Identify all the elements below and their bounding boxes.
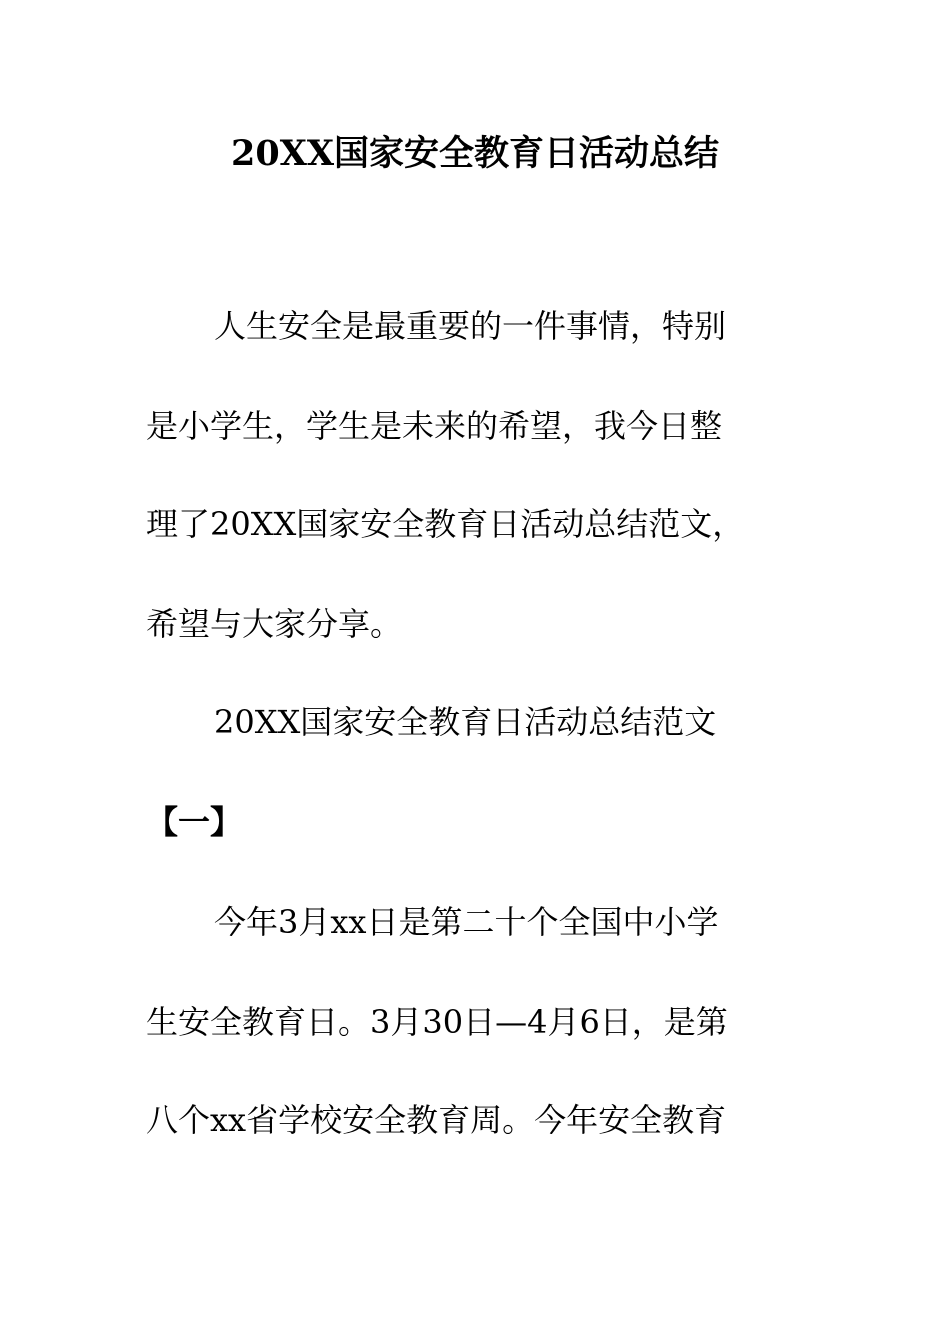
paragraph-line-6: 生安全教育日。3月30日—4月6日，是第 xyxy=(146,1003,728,1041)
paragraph-line-7: 八个xx省学校安全教育周。今年安全教育 xyxy=(146,1101,727,1139)
section-heading: 20XX国家安全教育日活动总结范文 xyxy=(214,703,717,741)
section-number: 【一】 xyxy=(146,803,243,841)
document-title: 20XX国家安全教育日活动总结 xyxy=(230,133,720,174)
paragraph-line-2: 是小学生，学生是未来的希望，我今日整 xyxy=(146,407,723,445)
paragraph-line-3: 理了20XX国家安全教育日活动总结范文， xyxy=(146,505,745,543)
paragraph-line-5: 今年3月xx日是第二十个全国中小学 xyxy=(214,903,719,941)
paragraph-line-1: 人生安全是最重要的一件事情，特别 xyxy=(214,307,727,345)
paragraph-line-4: 希望与大家分享。 xyxy=(146,605,403,643)
